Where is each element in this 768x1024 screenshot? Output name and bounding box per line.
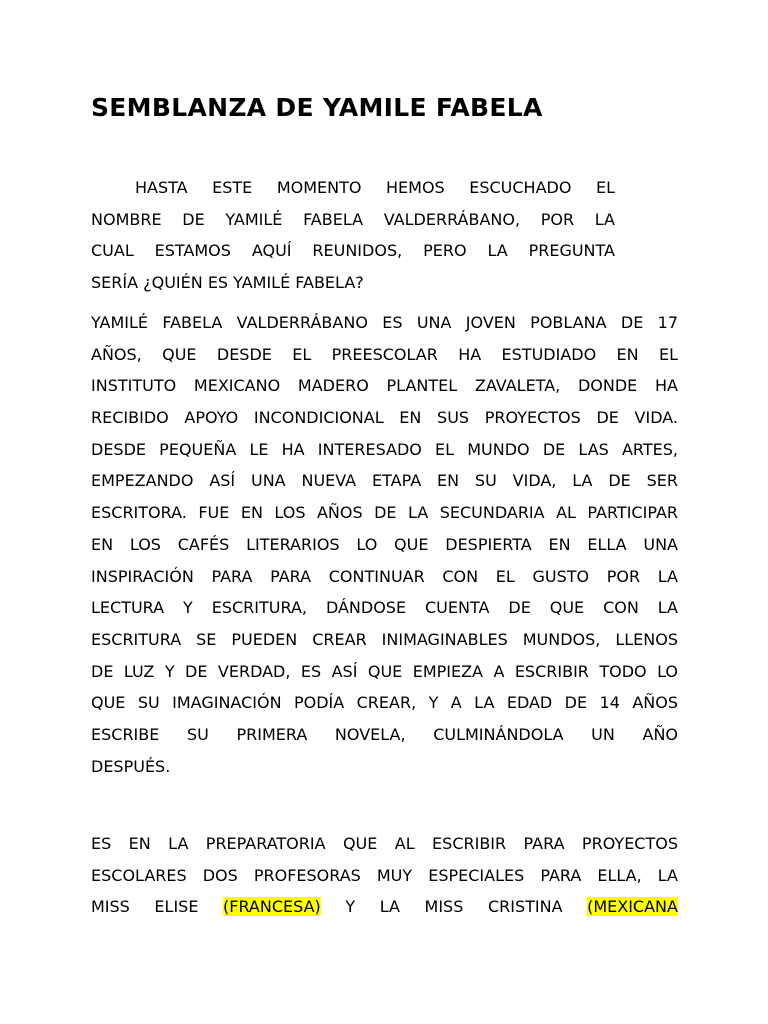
paragraph-line: ESCOLARES DOS PROFESORAS MUY ESPECIALES PARA ELLA, LA	[91, 865, 678, 885]
paragraph-line: EMPEZANDO ASÍ UNA NUEVA ETAPA EN SU VIDA, LA DE SER	[91, 471, 678, 491]
paragraph-line: DESDE PEQUEÑA LE HA INTERESADO EL MUNDO DE LAS ARTES,	[91, 439, 678, 459]
text-word: CRISTINA	[487, 897, 563, 917]
paragraph-biography	[91, 307, 678, 782]
paragraph-line: RECIBIDO APOYO INCONDICIONAL EN SUS PROYECTOS DE VIDA.	[91, 408, 678, 428]
text-word: MISS	[91, 897, 130, 917]
paragraph-line: ESCRITORA. FUE EN LOS AÑOS DE LA SECUNDARIA AL PARTICIPAR	[91, 503, 678, 523]
paragraph-line: CUAL ESTAMOS AQUÍ REUNIDOS, PERO LA PREGUNTA	[91, 241, 615, 261]
text-word: LA	[379, 897, 400, 917]
paragraph-intro	[91, 172, 615, 299]
paragraph-line: DE LUZ Y DE VERDAD, ES ASÍ QUE EMPIEZA A ESCRIBIR TODO LO	[91, 661, 678, 681]
paragraph-line	[91, 891, 678, 923]
paragraph-line: ES EN LA PREPARATORIA QUE AL ESCRIBIR PARA PROYECTOS	[91, 834, 678, 853]
paragraph-line: QUE SU IMAGINACIÓN PODÍA CREAR, Y A LA EDAD DE 14 AÑOS	[91, 693, 678, 713]
paragraph-line: YAMILÉ FABELA VALDERRÁBANO ES UNA JOVEN POBLANA DE 17	[91, 313, 678, 332]
paragraph-line: AÑOS, QUE DESDE EL PREESCOLAR HA ESTUDIADO EN EL	[91, 344, 678, 364]
text-word: MISS	[424, 897, 464, 917]
paragraph-line: INSTITUTO MEXICANO MADERO PLANTEL ZAVALETA, DONDE HA	[91, 376, 678, 396]
paragraph-line: INSPIRACIÓN PARA PARA CONTINUAR CON EL GUSTO POR LA	[91, 566, 678, 586]
paragraph-preparatoria	[91, 828, 678, 923]
highlighted-text: (MEXICANA	[587, 897, 678, 917]
document-title: SEMBLANZA DE YAMILE FABELA	[91, 93, 543, 122]
paragraph-line: DESPUÉS.	[91, 756, 171, 776]
paragraph-line: NOMBRE DE YAMILÉ FABELA VALDERRÁBANO, POR LA	[91, 209, 615, 229]
paragraph-line: ESCRITURA SE PUEDEN CREAR INIMAGINABLES MUNDOS, LLENOS	[91, 629, 678, 649]
paragraph-line: ESCRIBE SU PRIMERA NOVELA, CULMINÁNDOLA UN AÑO	[91, 724, 678, 744]
text-word: ELISE	[154, 897, 199, 917]
text-word: Y	[345, 897, 356, 917]
paragraph-line: EN LOS CAFÉS LITERARIOS LO QUE DESPIERTA EN ELLA UNA	[91, 534, 678, 554]
paragraph-line: HASTA ESTE MOMENTO HEMOS ESCUCHADO EL	[135, 178, 615, 197]
paragraph-line: LECTURA Y ESCRITURA, DÁNDOSE CUENTA DE QUE CON LA	[91, 598, 678, 618]
highlighted-text: (FRANCESA)	[223, 897, 321, 917]
paragraph-line: SERÍA ¿QUIÉN ES YAMILÉ FABELA?	[91, 273, 364, 293]
